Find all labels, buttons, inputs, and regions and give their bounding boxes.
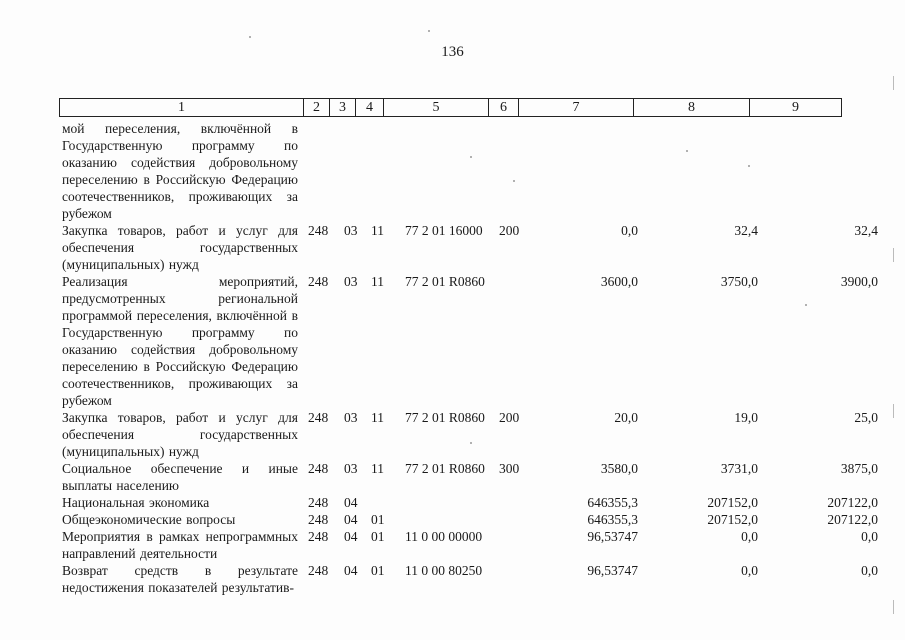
- table-row: [62, 528, 878, 562]
- cell-col-9: 207122,0: [827, 512, 878, 527]
- cell-col-3: 03: [344, 223, 358, 238]
- header-col-4: 4: [356, 99, 384, 117]
- cell-col-4: 01: [371, 529, 385, 544]
- cell-col-3: 03: [344, 274, 358, 289]
- table-row: [62, 222, 878, 273]
- table-row: [62, 120, 298, 222]
- cell-col-8: 0,0: [741, 529, 758, 544]
- cell-col-4: 01: [371, 563, 385, 578]
- cell-col-4: 11: [371, 274, 384, 289]
- cell-col-4: 01: [371, 512, 385, 527]
- cell-col-4: 11: [371, 410, 384, 425]
- scan-speck: [513, 180, 515, 182]
- table-row: [62, 460, 878, 494]
- cell-col-9: 0,0: [861, 529, 878, 544]
- cell-col-2: 248: [308, 274, 329, 289]
- cell-col-5: 77 2 01 R0860: [405, 274, 485, 289]
- cell-col-6: 300: [499, 461, 520, 476]
- cell-col-6: 200: [499, 223, 520, 238]
- cell-col-8: 207152,0: [707, 495, 758, 510]
- header-col-8: 8: [634, 99, 750, 117]
- header-col-7: 7: [519, 99, 634, 117]
- cell-col-5: 77 2 01 R0860: [405, 461, 485, 476]
- table-row: [62, 273, 878, 409]
- table-body: [62, 120, 878, 596]
- scan-speck: [470, 442, 472, 444]
- scan-speck: [249, 36, 251, 38]
- cell-col-9: 0,0: [861, 563, 878, 578]
- cell-col-9: 25,0: [854, 410, 878, 425]
- page-edge-mark: [893, 404, 894, 418]
- cell-col-8: 19,0: [734, 410, 758, 425]
- scan-speck: [805, 304, 807, 306]
- header-col-5: 5: [384, 99, 489, 117]
- cell-col-3: 03: [344, 461, 358, 476]
- row-description: Общеэкономические вопросы: [62, 512, 236, 527]
- row-description: Возврат средств в результате недостижения показателей результатив-: [62, 563, 298, 595]
- table-row: [62, 494, 878, 511]
- cell-col-3: 04: [344, 563, 358, 578]
- cell-col-3: 03: [344, 410, 358, 425]
- scan-speck: [428, 30, 430, 32]
- cell-col-7: 20,0: [614, 410, 638, 425]
- cell-col-2: 248: [308, 495, 329, 510]
- cell-col-2: 248: [308, 461, 329, 476]
- cell-col-7: 3600,0: [600, 274, 638, 289]
- header-col-2: 2: [304, 99, 330, 117]
- row-description: Мероприятия в рамках непрограммных направлений деятельности: [62, 529, 298, 561]
- cell-col-5: 77 2 01 R0860: [405, 410, 485, 425]
- cell-col-8: 0,0: [741, 563, 758, 578]
- header-col-6: 6: [489, 99, 519, 117]
- scan-speck: [686, 150, 688, 152]
- cell-col-2: 248: [308, 529, 329, 544]
- header-col-1: 1: [60, 99, 304, 117]
- cell-col-9: 3900,0: [840, 274, 878, 289]
- cell-col-5: 77 2 01 16000: [405, 223, 483, 238]
- cell-col-8: 3750,0: [720, 274, 758, 289]
- scan-speck: [748, 165, 750, 167]
- cell-col-2: 248: [308, 410, 329, 425]
- table-row: [62, 409, 878, 460]
- cell-col-8: 207152,0: [707, 512, 758, 527]
- row-description: Социальное обеспечение и иные выплаты населению: [62, 461, 298, 493]
- page-edge-mark: [893, 248, 894, 262]
- page-edge-mark: [893, 600, 894, 614]
- header-col-3: 3: [330, 99, 356, 117]
- page-edge-mark: [893, 76, 894, 90]
- row-description: Реализация мероприятий, предусмотренных региональной программой переселения, включённой в Государственную программу по оказанию содействия добровольному переселению в Российскую Федерацию соотечественников, проживающих за рубежом: [62, 274, 298, 408]
- cell-col-9: 207122,0: [827, 495, 878, 510]
- row-description: мой переселения, включённой в Государственную программу по оказанию содействия добровольному переселению в Российскую Федерацию соотечественников, проживающих за рубежом: [62, 121, 298, 221]
- cell-col-2: 248: [308, 223, 329, 238]
- cell-col-9: 32,4: [854, 223, 878, 238]
- cell-col-4: 11: [371, 223, 384, 238]
- table-row: [62, 511, 878, 528]
- cell-col-3: 04: [344, 512, 358, 527]
- row-description: Закупка товаров, работ и услуг для обеспечения государственных (муниципальных) нужд: [62, 410, 298, 459]
- scan-speck: [470, 156, 472, 158]
- cell-col-6: 200: [499, 410, 520, 425]
- page-number: 136: [441, 44, 464, 60]
- cell-col-4: 11: [371, 461, 384, 476]
- cell-col-7: 96,53747: [587, 529, 638, 544]
- cell-col-7: 96,53747: [587, 563, 638, 578]
- cell-col-9: 3875,0: [840, 461, 878, 476]
- row-description: Национальная экономика: [62, 495, 210, 510]
- header-col-9: 9: [750, 99, 842, 117]
- table-row: [62, 562, 878, 596]
- cell-col-3: 04: [344, 529, 358, 544]
- cell-col-8: 3731,0: [720, 461, 758, 476]
- cell-col-7: 646355,3: [587, 495, 638, 510]
- cell-col-5: 11 0 00 80250: [405, 563, 483, 578]
- cell-col-7: 646355,3: [587, 512, 638, 527]
- cell-col-3: 04: [344, 495, 358, 510]
- cell-col-2: 248: [308, 512, 329, 527]
- cell-col-7: 3580,0: [600, 461, 638, 476]
- row-description: Закупка товаров, работ и услуг для обеспечения государственных (муниципальных) нужд: [62, 223, 298, 272]
- cell-col-2: 248: [308, 563, 329, 578]
- cell-col-8: 32,4: [734, 223, 758, 238]
- cell-col-5: 11 0 00 00000: [405, 529, 483, 544]
- cell-col-7: 0,0: [621, 223, 638, 238]
- table-header: [59, 98, 842, 117]
